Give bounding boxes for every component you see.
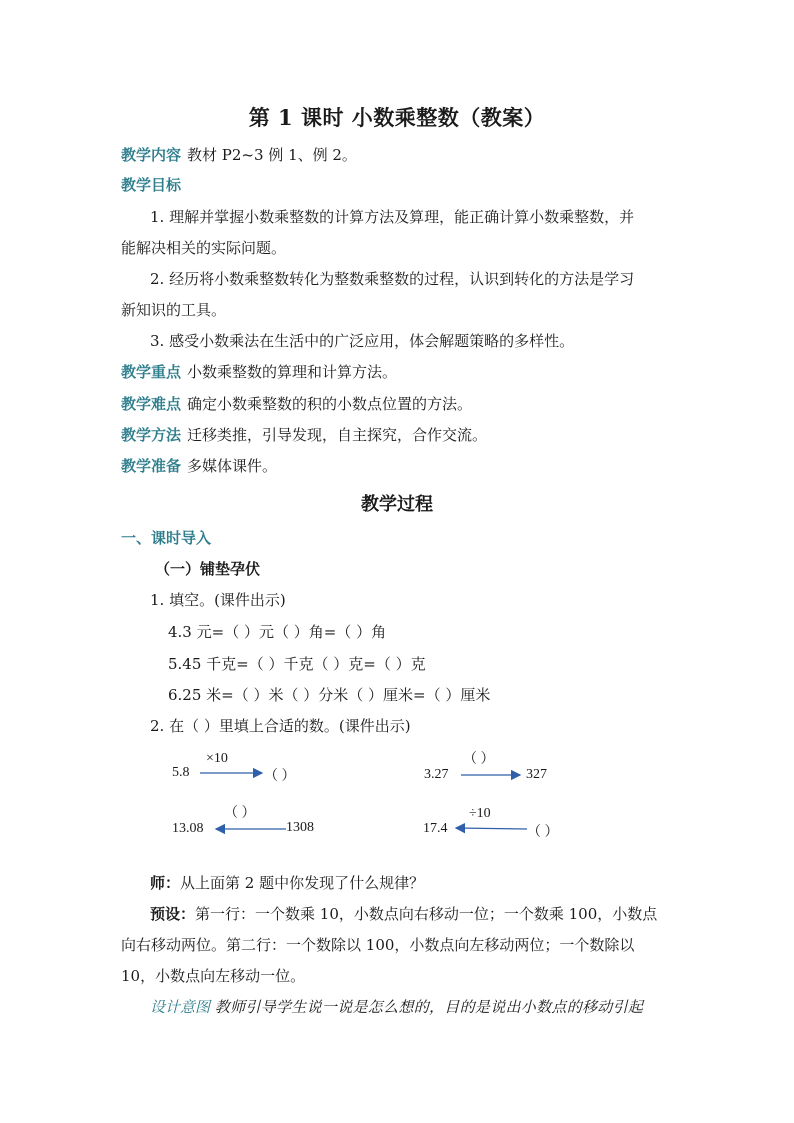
method-text: 迁移类推，引导发现，自主探究，合作交流。	[187, 426, 488, 444]
diagram-blank: （ ）	[463, 752, 495, 767]
q2-title: 2. 在（ ）里填上合适的数。(课件出示)	[150, 717, 411, 735]
diagram-operation: ×10	[206, 751, 228, 766]
fill-blank-line: 6.25 米=（ ）米（ ）分米（ ）厘米=（ ）厘米	[168, 686, 491, 704]
diagram-operation: ÷10	[469, 806, 491, 821]
q1-title: 1. 填空。(课件出示)	[150, 591, 286, 609]
method-label: 教学方法	[121, 426, 182, 444]
teacher-question: 师：从上面第 2 题中你发现了什么规律？	[150, 874, 425, 892]
diagram-blank: （ ）	[264, 769, 296, 784]
diagram-to-value: 13.08	[172, 821, 204, 836]
diagram-from-value: 3.27	[424, 767, 449, 782]
fill-blank-line: 4.3 元=（ ）元（ ）角=（ ）角	[168, 623, 387, 641]
design-intent: 设计意图 教师引导学生说一说是怎么想的，目的是说出小数点的移动引起	[150, 998, 644, 1016]
goal-line: 2. 经历将小数乘整数转化为整数乘整数的过程，认识到转化的方法是学习	[150, 270, 635, 288]
process-title: 教学过程	[361, 494, 433, 515]
goal-line: 1. 理解并掌握小数乘整数的计算方法及算理，能正确计算小数乘整数，并	[150, 208, 635, 226]
goal-line: 3. 感受小数乘法在生活中的广泛应用，体会解题策略的多样性。	[150, 332, 575, 350]
diagram-blank: （ ）	[224, 806, 256, 821]
preset-line: 向右移动两位。第二行：一个数除以 100，小数点向左移动两位；一个数除以	[121, 936, 635, 954]
key-points-text: 小数乘整数的算理和计算方法。	[187, 363, 398, 381]
section1-subheading: （一）铺垫孕伏	[155, 560, 261, 578]
section1-heading: 一、课时导入	[121, 529, 212, 547]
goals-label: 教学目标	[121, 176, 182, 194]
key-points-label: 教学重点	[121, 363, 182, 381]
diagram-from-value: 5.8	[172, 765, 190, 780]
diagram-blank: （ ）	[527, 825, 559, 840]
diagram-to-value: 17.4	[423, 821, 448, 836]
fill-blank-line: 5.45 千克=（ ）千克（ ）克=（ ）克	[168, 655, 426, 673]
left-arrow	[456, 828, 527, 829]
page-title: 第 1 课时 小数乘整数（教案）	[248, 105, 546, 130]
prep-text: 多媒体课件。	[187, 457, 278, 475]
difficulty-text: 确定小数乘整数的积的小数点位置的方法。	[187, 395, 473, 413]
content-text: 教材 P2~3 例 1、例 2。	[187, 146, 357, 164]
diagram-to-value: 327	[526, 767, 547, 782]
preset-line: 预设：第一行：一个数乘 10，小数点向右移动一位；一个数乘 100，小数点	[150, 905, 658, 923]
goal-line: 能解决相关的实际问题。	[121, 239, 287, 257]
difficulty-label: 教学难点	[121, 395, 182, 413]
prep-label: 教学准备	[121, 457, 182, 475]
diagram-from-value: 1308	[286, 820, 314, 835]
goal-line: 新知识的工具。	[121, 301, 227, 319]
content-label: 教学内容	[121, 146, 182, 164]
preset-line: 10，小数点向左移动一位。	[121, 967, 306, 985]
